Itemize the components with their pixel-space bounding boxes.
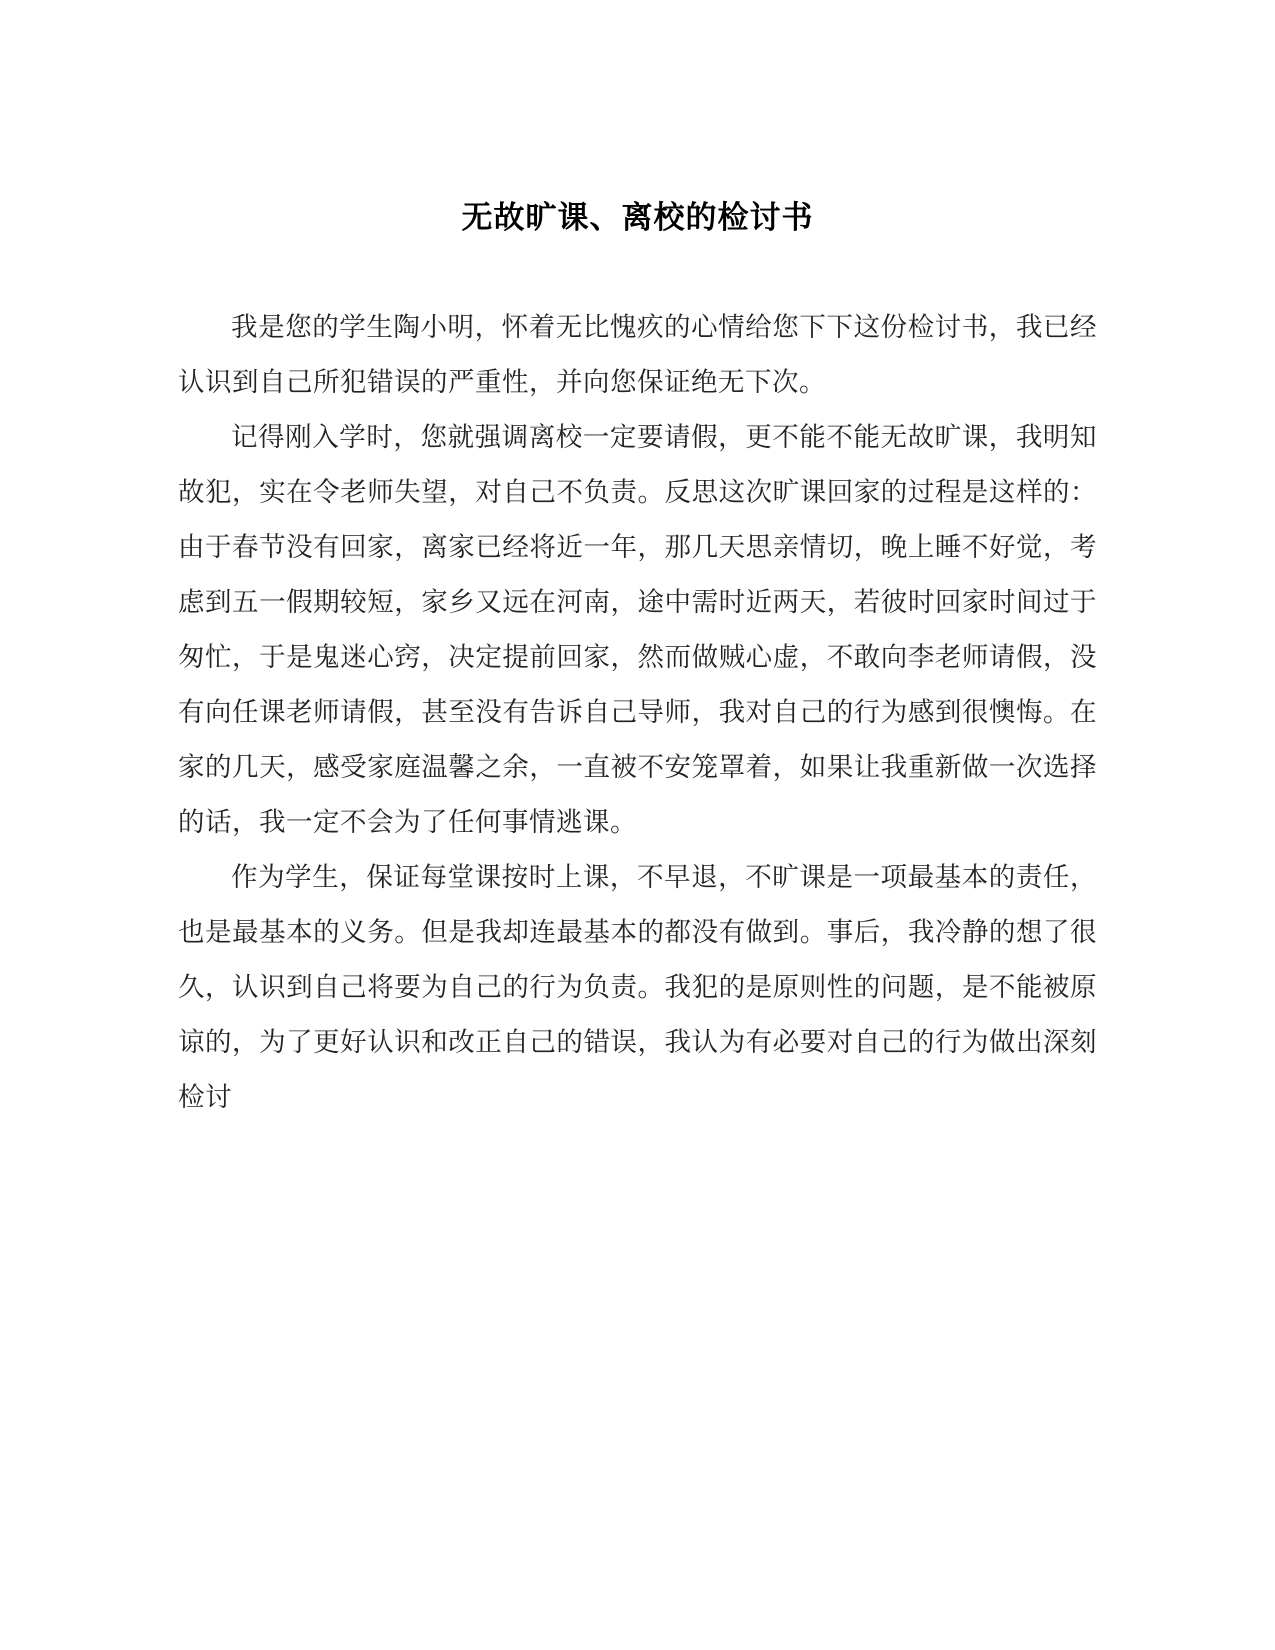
- paragraph: 作为学生，保证每堂课按时上课，不早退，不旷课是一项最基本的责任，也是最基本的义务。但是我却连最基本的都没有做到。事后，我冷静的想了很久，认识到自己将要为自己的行为负责。我犯的是原则性的问题，是不能被原谅的，为了更好认识和改正自己的错误，我认为有必要对自己的行为做出深刻检讨: [178, 862, 1097, 1114]
- document-body: [0, 238, 1275, 1125]
- page-title: 无故旷课、离校的检讨书: [461, 200, 814, 235]
- paragraph: 我是您的学生陶小明，怀着无比愧疚的心情给您下下这份检讨书，我已经认识到自己所犯错误的严重性，并向您保证绝无下次。: [178, 312, 1097, 399]
- paragraph: 记得刚入学时，您就强调离校一定要请假，更不能不能无故旷课，我明知故犯，实在令老师失望，对自己不负责。反思这次旷课回家的过程是这样的：由于春节没有回家，离家已经将近一年，那几天思亲情切，晚上睡不好觉，考虑到五一假期较短，家乡又远在河南，途中需时近两天，若彼时回家时间过于匆忙，于是鬼迷心窍，决定提前回家，然而做贼心虚，不敢向李老师请假，没有向任课老师请假，甚至没有告诉自己导师，我对自己的行为感到很懊悔。在家的几天，感受家庭温馨之余，一直被不安笼罩着，如果让我重新做一次选择的话，我一定不会为了任何事情逃课。: [178, 422, 1097, 839]
